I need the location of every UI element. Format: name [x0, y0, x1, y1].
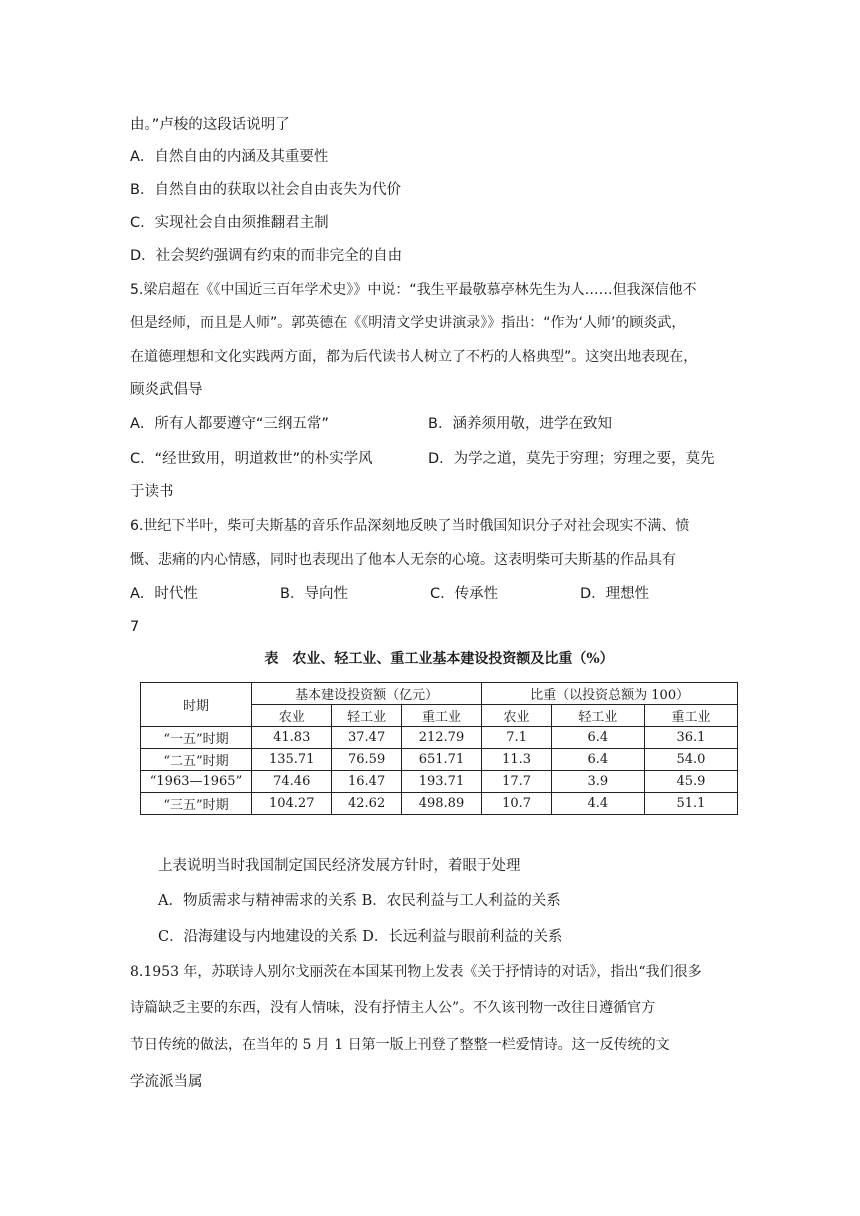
option-d: D．社会契约强调有约束的而非完全的自由: [130, 248, 403, 264]
value-cell: 4.4: [551, 793, 644, 815]
value-cell: 6.4: [551, 749, 644, 771]
question-8-line: 8.1953 年，苏联诗人别尔戈丽茨在本国某刊物上发表《关于抒情诗的对话》，指出“我们很多: [130, 964, 702, 980]
investment-table: [140, 682, 738, 815]
sub-header: 重工业: [401, 705, 482, 727]
period-cell: “二五”时期: [141, 749, 252, 771]
q7-options-cd: C．沿海建设与内地建设的关系 D．长远利益与眼前利益的关系: [158, 929, 563, 945]
text-line: 由。”卢梭的这段话说明了: [130, 117, 290, 133]
question-6-line: 慨、悲痛的内心情感，同时也表现出了他本人无奈的心境。这表明柴可夫斯基的作品具有: [130, 552, 676, 568]
q5-option-d-cont: 于读书: [130, 484, 174, 500]
value-cell: 6.4: [551, 727, 644, 749]
sub-header: 农业: [252, 705, 332, 727]
value-cell: 17.7: [482, 771, 552, 793]
table-row: [141, 771, 738, 793]
value-cell: 11.3: [482, 749, 552, 771]
value-cell: 135.71: [252, 749, 332, 771]
value-cell: 51.1: [644, 793, 737, 815]
value-cell: 76.59: [332, 749, 401, 771]
value-cell: 74.46: [252, 771, 332, 793]
period-cell: “一五”时期: [141, 727, 252, 749]
question-5-line: 顾炎武倡导: [130, 382, 203, 398]
question-8-line: 诗篇缺乏主要的东西，没有人情味，没有抒情主人公”。不久该刊物一改往日遵循官方: [130, 1000, 656, 1016]
value-cell: 37.47: [332, 727, 401, 749]
question-6-line: 6.世纪下半叶，柴可夫斯基的音乐作品深刻地反映了当时俄国知识分子对社会现实不满、愤: [130, 518, 690, 534]
sub-header: 重工业: [644, 705, 737, 727]
value-cell: 45.9: [644, 771, 737, 793]
table-row: [141, 727, 738, 749]
question-7-stem: 上表说明当时我国制定国民经济发展方针时，着眼于处理: [158, 858, 521, 874]
option-c: C．实现社会自由须推翻君主制: [130, 215, 329, 231]
sub-header: 轻工业: [551, 705, 644, 727]
q7-options-ab: A．物质需求与精神需求的关系 B．农民利益与工人利益的关系: [158, 893, 561, 909]
value-cell: 10.7: [482, 793, 552, 815]
q5-option-d: D．为学之道，莫先于穷理；穷理之要，莫先: [428, 451, 715, 467]
investment-group-header: 基本建设投资额（亿元）: [252, 683, 482, 705]
value-cell: 193.71: [401, 771, 482, 793]
table-caption: 表 农业、轻工业、重工业基本建设投资额及比重（%）: [264, 651, 614, 667]
q6-option-c: C．传承性: [430, 586, 499, 602]
value-cell: 42.62: [332, 793, 401, 815]
share-group-header: 比重（以投资总额为 100）: [482, 683, 738, 705]
question-8-line: 节日传统的做法，在当年的 5 月 1 日第一版上刊登了整整一栏爱情诗。这一反传统的文: [130, 1037, 670, 1053]
value-cell: 41.83: [252, 727, 332, 749]
q5-option-c: C．“经世致用，明道救世”的朴实学风: [130, 451, 373, 467]
question-5-line: 在道德理想和文化实践两方面，都为后代读书人树立了不朽的人格典型”。这突出地表现在，: [130, 349, 698, 365]
period-header: 时期: [141, 683, 252, 727]
value-cell: 36.1: [644, 727, 737, 749]
q5-option-a: A．所有人都要遵守“三纲五常”: [130, 416, 329, 432]
q6-option-a: A．时代性: [130, 586, 198, 602]
q6-option-b: B．导向性: [280, 586, 348, 602]
value-cell: 651.71: [401, 749, 482, 771]
question-5-line: 5.梁启超在《《中国近三百年学术史》》中说：“我生平最敬慕亭林先生为人……但我深信他不: [130, 282, 697, 298]
value-cell: 212.79: [401, 727, 482, 749]
q5-option-b: B．涵养须用敬，进学在致知: [428, 416, 612, 432]
question-8-line: 学流派当属: [130, 1074, 203, 1090]
value-cell: 3.9: [551, 771, 644, 793]
sub-header: 轻工业: [332, 705, 401, 727]
option-a: A．自然自由的内涵及其重要性: [130, 149, 329, 165]
question-5-line: 但是经师，而且是人师”。郭英德在《《明清文学史讲演录》》指出：“作为‘人师’的顾炎武，: [130, 315, 686, 331]
table-row: [141, 749, 738, 771]
period-cell: “三五”时期: [141, 793, 252, 815]
table-row: [141, 793, 738, 815]
sub-header: 农业: [482, 705, 552, 727]
period-cell: “1963—1965”: [141, 771, 252, 793]
value-cell: 7.1: [482, 727, 552, 749]
value-cell: 498.89: [401, 793, 482, 815]
question-7-number: 7: [130, 619, 140, 635]
value-cell: 16.47: [332, 771, 401, 793]
value-cell: 104.27: [252, 793, 332, 815]
value-cell: 54.0: [644, 749, 737, 771]
q6-option-d: D．理想性: [580, 586, 650, 602]
option-b: B．自然自由的获取以社会自由丧失为代价: [130, 182, 401, 198]
